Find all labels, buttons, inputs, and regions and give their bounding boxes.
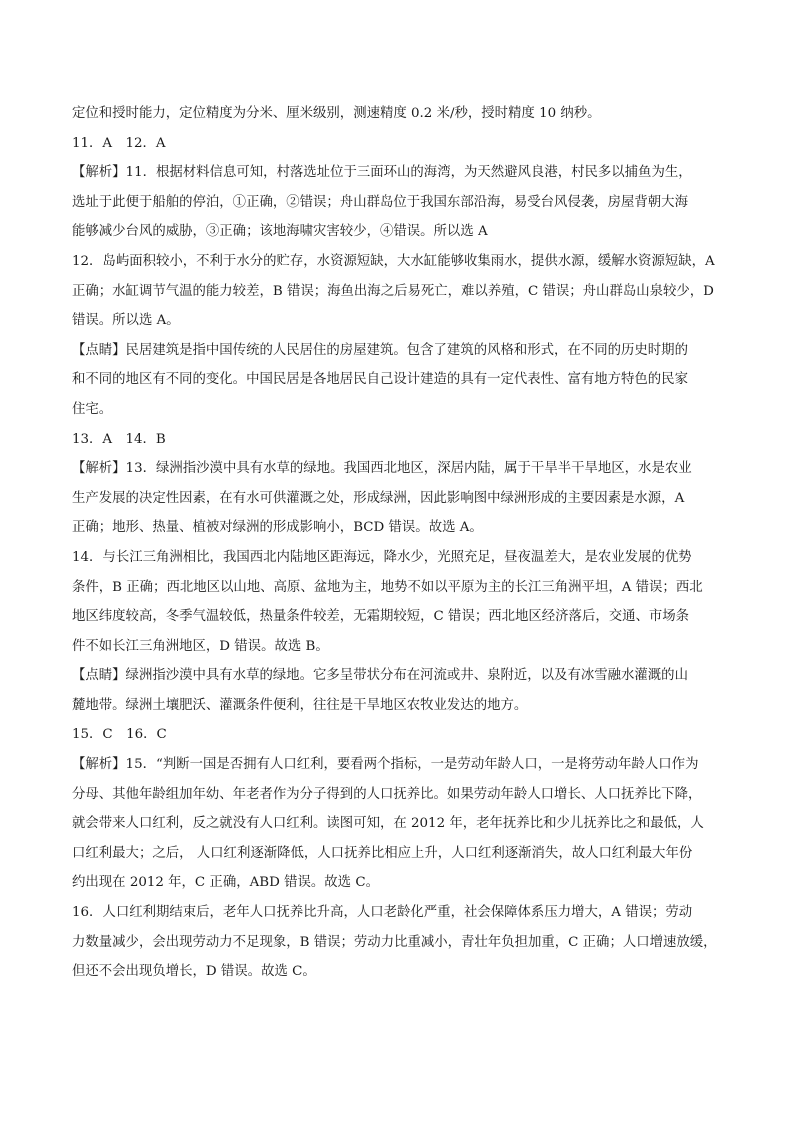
text-line: 13．A 14．B: [72, 431, 166, 447]
text-line: 住宅。: [72, 401, 113, 417]
text-line: 地区纬度较高，冬季气温较低，热量条件较差，无霜期较短，C 错误；西北地区经济落后，交通、市场条: [72, 609, 690, 625]
text-line: 【解析】15．“判断一国是否拥有人口红利，要看两个指标，一是劳动年龄人口，一是将劳动年龄人口作为: [72, 757, 699, 773]
text-line: 正确；水缸调节气温的能力较差，B 错误；海鱼出海之后易死亡，难以养殖，C 错误；舟山群岛山泉较少，D: [72, 283, 714, 299]
text-line: 【点睛】民居建筑是指中国传统的人民居住的房屋建筑。包含了建筑的风格和形式，在不同的历史时期的: [72, 342, 688, 358]
text-line: 生产发展的决定性因素，在有水可供灌溉之处，形成绿洲，因此影响图中绿洲形成的主要因素是水源，A: [72, 490, 685, 506]
text-line: 选址于此便于船舶的停泊，①正确，②错误；舟山群岛位于我国东部沿海，易受台风侵袭，房屋背朝大海: [72, 194, 688, 210]
text-line: 【解析】11．根据材料信息可知，村落选址位于三面环山的海湾，为天然避风良港，村民多以捕鱼为生，: [72, 165, 692, 181]
text-line: 16．人口红利期结束后，老年人口抚养比升高，人口老龄化严重，社会保障体系压力增大，A 错误；劳动: [72, 905, 693, 921]
text-line: 12．岛屿面积较小，不利于水分的贮存，水资源短缺，大水缸能够收集雨水，提供水源，缓解水资源短缺，A: [72, 253, 715, 269]
text-line: 正确；地形、热量、植被对绿洲的形成影响小，BCD 错误。故选 A。: [72, 520, 483, 536]
text-line: 定位和授时能力，定位精度为分米、厘米级别，测速精度 0.2 米/秒，授时精度 10 纳秒。: [72, 106, 601, 121]
text-line: 口红利最大；之后， 人口红利逐渐降低，人口抚养比相应上升，人口红利逐渐消失，故人口红利最大年份: [72, 845, 693, 861]
text-line: 力数量减少，会出现劳动力不足现象，B 错误；劳动力比重减小，青壮年负担加重，C 正确；人口增速放缓，: [72, 934, 717, 950]
text-line: 14．与长江三角洲相比，我国西北内陆地区距海远，降水少，光照充足，昼夜温差大，是农业发展的优势: [72, 549, 692, 565]
text-line: 和不同的地区有不同的变化。中国民居是各地居民自己设计建造的具有一定代表性、富有地方特色的民家: [72, 372, 688, 388]
text-line: 【点睛】绿洲指沙漠中具有水草的绿地。它多呈带状分布在河流或井、泉附近，以及有冰雪融水灌溉的山: [72, 668, 688, 684]
text-line: 但还不会出现负增长，D 错误。故选 C。: [72, 964, 316, 980]
text-line: 11．A 12．A: [72, 135, 166, 151]
text-line: 分母、其他年龄组加年幼、年老者作为分子得到的人口抚养比。如果劳动年龄人口增长、人口抚养比下降，: [72, 786, 702, 802]
text-line: 15．C 16．C: [72, 727, 167, 743]
text-line: 就会带来人口红利，反之就没有人口红利。读图可知，在 2012 年，老年抚养比和少儿抚养比之和最低，人: [72, 816, 704, 832]
text-line: 麓地带。绿洲土壤肥沃、灌溉条件便利，往往是干旱地区农牧业发达的地方。: [72, 697, 528, 713]
text-line: 能够减少台风的威胁，③正确；该地海啸灾害较少，④错误。所以选 A: [72, 224, 488, 240]
text-line: 错误。所以选 A。: [72, 313, 180, 329]
text-line: 约出现在 2012 年，C 正确，ABD 错误。故选 C。: [72, 875, 379, 891]
text-line: 件不如长江三角洲地区，D 错误。故选 B。: [72, 638, 329, 654]
text-line: 条件，B 正确；西北地区以山地、高原、盆地为主，地势不如以平原为主的长江三角洲平坦，A 错误；西北: [72, 579, 703, 595]
text-line: 【解析】13．绿洲指沙漠中具有水草的绿地。我国西北地区，深居内陆，属于干旱半干旱地区，水是农业: [72, 461, 692, 477]
answer-text-body: [72, 99, 732, 987]
